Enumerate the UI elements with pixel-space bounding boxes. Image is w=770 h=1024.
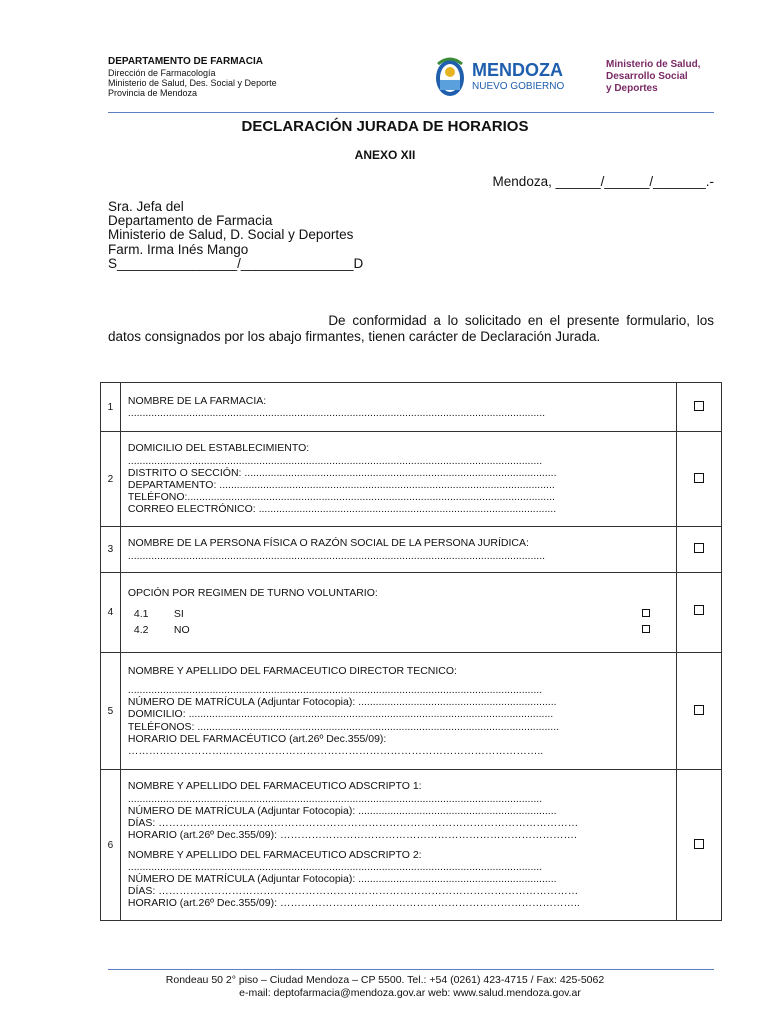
field-label: OPCIÓN POR REGIMEN DE TURNO VOLUNTARIO: [127,586,378,599]
footer-divider [108,969,714,970]
district-field[interactable]: DISTRITO O SECCIÓN: ........................................................................................................... [127,466,557,479]
addressee-block [108,200,363,271]
days-field[interactable]: DÍAS: ………………………………………………………………………………………………………… [127,885,579,898]
checkbox[interactable] [694,543,704,553]
document-title: DECLARACIÓN JURADA DE HORARIOS [241,118,529,135]
fill-in-line[interactable]: .............................................................................................................................................. [127,860,543,873]
license-number-field[interactable]: NÚMERO DE MATRÍCULA (Adjuntar Fotocopia): .................................................................... [127,872,557,885]
row-content [120,573,676,653]
field-label: DOMICILIO DEL ESTABLECIMIENTO: [127,442,310,455]
declaration-form-table [100,382,722,921]
option-si-checkbox[interactable] [642,609,650,617]
phone-field[interactable]: TELÉFONO:.............................................................................................................................. [127,491,555,504]
logo-wordmark: MENDOZA [472,60,563,80]
row-checkbox-cell [677,383,722,432]
department-title: DEPARTAMENTO DE FARMACIA [108,56,263,67]
checkbox[interactable] [694,473,704,483]
fill-in-line[interactable]: ............................................................................................................................................... [127,407,546,419]
option-row-no [128,622,656,638]
fill-in-line[interactable]: ............................................................................................................................................... [127,549,546,562]
schedule-field[interactable]: ……………………………………………………………………………………………………….. [127,745,544,757]
row-number: 2 [101,432,121,527]
logo-tagline: NUEVO GOBIERNO [472,81,565,92]
field-label: NOMBRE Y APELLIDO DEL FARMACEUTICO DIRECTOR TECNICO: [127,664,457,677]
schedule-field[interactable]: HORARIO (art.26º Dec.355/09): …………………………………………………………………………. [127,829,577,842]
schedule-field[interactable]: HORARIO (art.26º Dec.355/09): ………………………………………………………………………….. [127,897,580,910]
option-no-checkbox[interactable] [642,625,650,633]
provincial-seal-icon [436,59,464,96]
checkbox[interactable] [694,705,704,715]
department-line: Provincia de Mendoza [108,88,198,98]
form-row-technical-director [101,653,722,770]
intro-line: De conformidad a lo solicitado en el presente formulario, los [328,313,714,328]
department-line: Ministerio de Salud, Des. Social y Deporte [108,78,277,88]
intro-line: datos consignados por los abajo firmantes, tienen carácter de Declaración Jurada. [108,329,601,344]
phones-field[interactable]: TELÉFONOS: ............................................................................................................................ [127,720,560,733]
row-checkbox-cell [677,573,722,653]
option-label: NO [173,623,190,636]
intro-paragraph [108,313,714,345]
addressee-line: Farm. Irma Inés Mango [108,241,249,257]
license-number-field[interactable]: NÚMERO DE MATRÍCULA (Adjuntar Fotocopia): .................................................................... [127,804,557,817]
row-content [120,383,676,432]
checkbox[interactable] [694,401,704,411]
row-content [120,527,676,573]
row-content [120,770,676,921]
fill-in-line[interactable]: .............................................................................................................................................. [127,792,543,805]
addressee-line: Departamento de Farmacia [108,213,273,229]
field-label: NOMBRE DE LA FARMACIA: [127,394,267,407]
ministry-line: Desarrollo Social [606,71,688,82]
checkbox[interactable] [694,839,704,849]
department-block [108,56,277,98]
form-row-assistant-pharmacists [101,770,722,921]
ministry-line: Ministerio de Salud, [606,59,701,70]
row-number: 4 [101,573,121,653]
fill-in-line[interactable]: .............................................................................................................................................. [127,683,543,696]
row-checkbox-cell [677,527,722,573]
row-number: 6 [101,770,121,921]
form-row-voluntary-shift [101,573,722,653]
field-label: HORARIO DEL FARMACÉUTICO (art.26º Dec.355/09): [127,732,387,745]
row-number: 5 [101,653,121,770]
addressee-line: S________________/_______________D [108,255,364,271]
row-checkbox-cell [677,770,722,921]
mendoza-government-logo [434,56,584,100]
form-row-pharmacy-name [101,383,722,432]
ministry-line: y Deportes [606,83,658,94]
form-row-legal-person [101,527,722,573]
row-checkbox-cell [677,653,722,770]
field-label: NOMBRE DE LA PERSONA FÍSICA O RAZÓN SOCIAL DE LA PERSONA JURÍDICA: [127,537,529,550]
letterhead [108,56,714,108]
department-field[interactable]: DEPARTAMENTO: ................................................................................................................... [127,479,555,491]
row-checkbox-cell [677,432,722,527]
option-row-si [128,606,656,622]
option-number: 4.1 [133,607,149,620]
row-number: 3 [101,527,121,573]
ministry-name [606,59,700,95]
checkbox[interactable] [694,605,704,615]
department-line: Dirección de Farmacología [108,68,216,78]
email-field[interactable]: CORREO ELECTRÓNICO: ...................................................................................................... [127,503,557,516]
option-label: SI [173,607,184,620]
row-content [120,653,676,770]
address-field[interactable]: DOMICILIO: ............................................................................................................................. [127,708,554,721]
form-row-establishment-address [101,432,722,527]
option-number: 4.2 [133,623,149,636]
license-number-field[interactable]: NÚMERO DE MATRÍCULA (Adjuntar Fotocopia): .................................................................... [127,696,557,709]
footer-address: Rondeau 50 2° piso – Ciudad Mendoza – CP 5500. Tel.: +54 (0261) 423-4715 / Fax: 425-5062 [165,974,605,986]
footer-contact: e-mail: deptofarmacia@mendoza.gov.ar web: www.salud.mendoza.gov.ar [239,987,581,999]
addressee-line: Sra. Jefa del [108,199,184,214]
header-divider [108,112,714,113]
field-label: NOMBRE Y APELLIDO DEL FARMACEUTICO ADSCRIPTO 2: [127,848,422,861]
addressee-line: Ministerio de Salud, D. Social y Deportes [108,227,354,243]
days-field[interactable]: DÍAS: ………………………………………………………………………………………………………… [127,817,579,830]
row-content [120,432,676,527]
annex-label: ANEXO XII [354,148,416,162]
row-number: 1 [101,383,121,432]
footer [0,974,770,1000]
date-line: Mendoza, ______/______/_______.- [492,174,714,189]
field-label: NOMBRE Y APELLIDO DEL FARMACEUTICO ADSCRIPTO 1: [127,780,422,793]
fill-in-line[interactable]: .............................................................................................................................................. [127,454,543,467]
